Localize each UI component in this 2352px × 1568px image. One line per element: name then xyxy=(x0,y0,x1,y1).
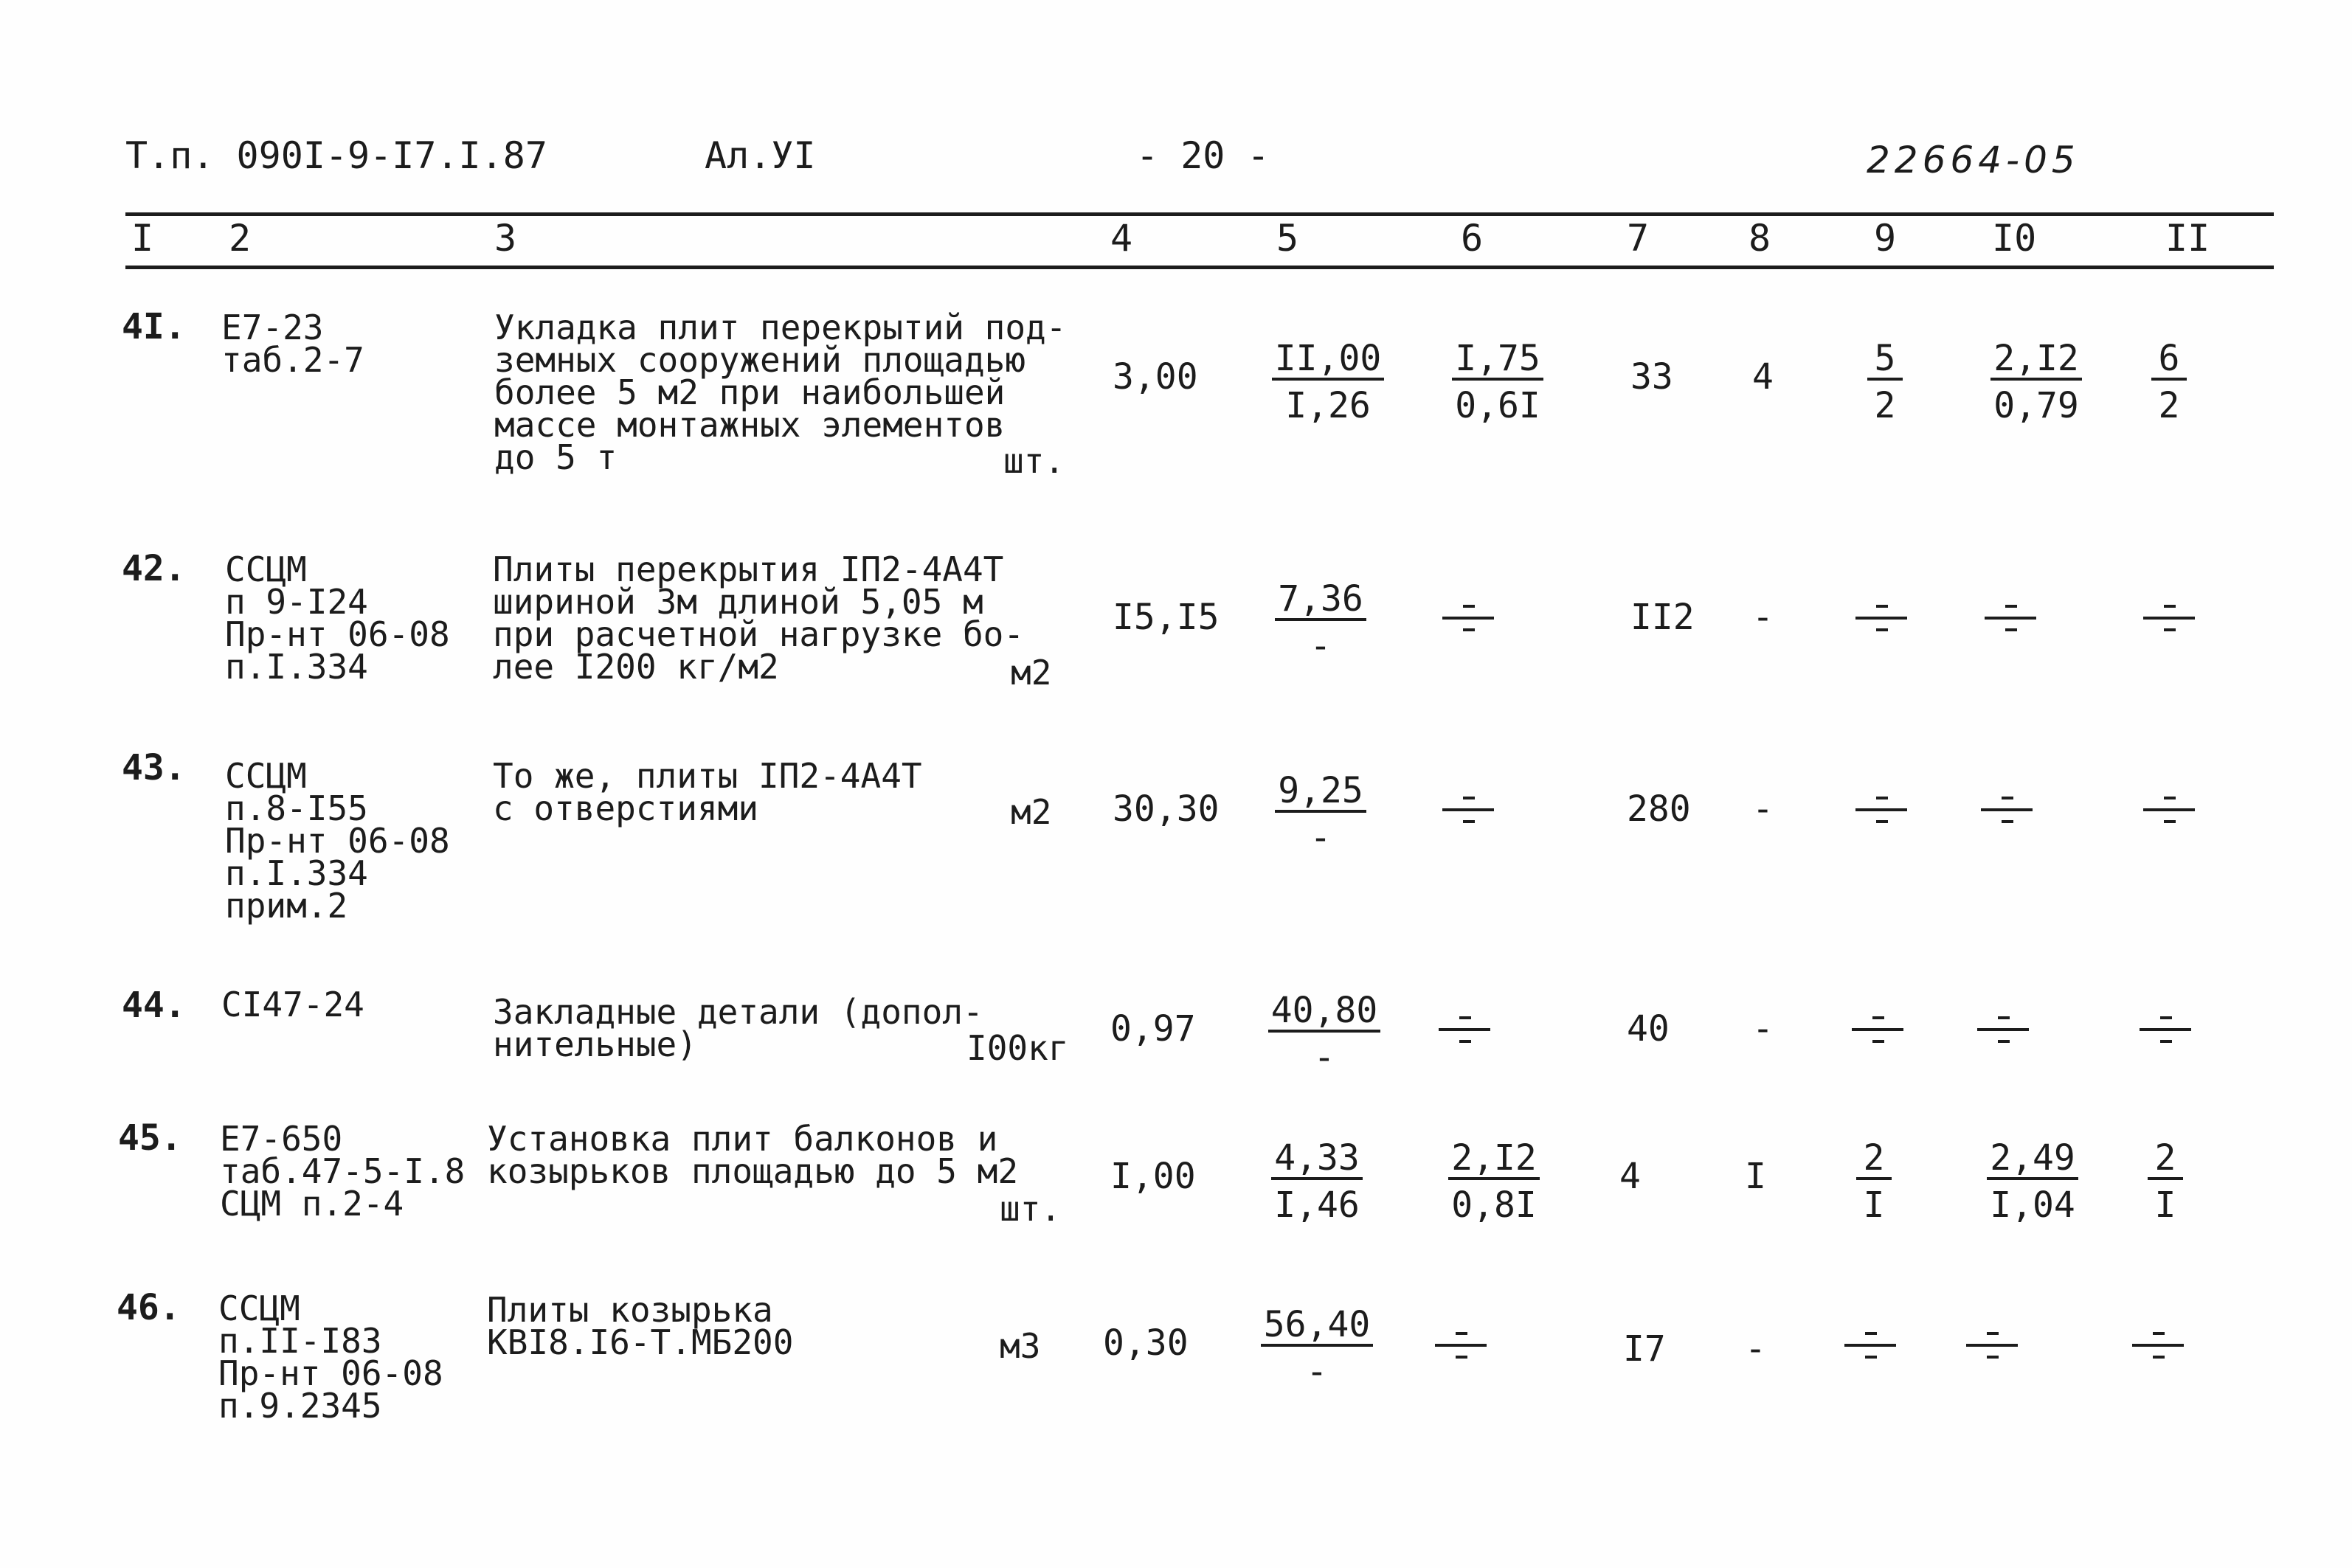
unit: шт. xyxy=(1003,441,1065,481)
quantity: 3,00 xyxy=(1113,356,1198,398)
norm-code: Е7-23 таб.2-7 xyxy=(221,308,364,380)
row-number: 43. xyxy=(122,747,186,788)
column-header-6: 6 xyxy=(1461,217,1484,260)
column-header-rule xyxy=(125,266,2274,269)
cost-fraction-col11: $\frac{2}{I}$ xyxy=(2140,1139,2191,1224)
norm-code: ССЦМ п 9-I24 Пр-нт 06-08 п.I.334 xyxy=(225,549,450,687)
column-header-5: 5 xyxy=(1276,217,1299,260)
value-col8: - xyxy=(1745,1328,1766,1370)
value-col7: 280 xyxy=(1627,788,1691,830)
empty-fraction-col11 xyxy=(2143,797,2195,826)
empty-fraction-col9 xyxy=(1852,1016,1903,1046)
cost-fraction-col9: $\frac{5}{2}$ xyxy=(1859,339,1911,425)
quantity: I5,I5 xyxy=(1113,597,1220,638)
column-header-7: 7 xyxy=(1627,217,1650,260)
cost-fraction-col9: $\frac{2}{I}$ xyxy=(1848,1139,1900,1224)
value-col8: - xyxy=(1752,1008,1774,1050)
work-description: То же, плиты IП2-4А4Т с отверстиями xyxy=(493,756,922,828)
cost-fraction-col5: 40,80 - xyxy=(1265,991,1383,1077)
norm-code: ССЦМ п.II-I83 Пр-нт 06-08 п.9.2345 xyxy=(218,1288,443,1426)
column-header-9: 9 xyxy=(1874,217,1897,260)
column-header-8: 8 xyxy=(1749,217,1771,260)
empty-fraction-col6 xyxy=(1435,1332,1487,1361)
album-label: Ал.УI xyxy=(705,134,816,177)
cost-fraction-col10: $\frac{2,49}{I,04}$ xyxy=(1977,1139,2088,1224)
unit: м3 xyxy=(1000,1326,1041,1366)
empty-fraction-col6 xyxy=(1439,1016,1490,1046)
cost-fraction-col5: 56,40 - xyxy=(1258,1305,1376,1391)
row-number: 4I. xyxy=(122,306,186,347)
value-col8: 4 xyxy=(1752,356,1774,398)
unit: м2 xyxy=(1011,792,1052,832)
empty-fraction-col10 xyxy=(1966,1332,2018,1361)
norm-code: Е7-650 таб.47-5-I.8 СЦМ п.2-4 xyxy=(220,1119,466,1224)
empty-fraction-col11 xyxy=(2143,605,2195,634)
row-number: 45. xyxy=(118,1117,182,1159)
handwritten-number: 22664-05 xyxy=(1867,139,2080,181)
column-header-2: 2 xyxy=(229,217,252,260)
cost-fraction-col5: $\frac{4,33}{I,46}$ xyxy=(1262,1139,1372,1224)
unit: м2 xyxy=(1011,653,1052,693)
empty-fraction-col10 xyxy=(1985,605,2036,634)
norm-code: СI47-24 xyxy=(221,985,364,1024)
empty-fraction-col11 xyxy=(2132,1332,2184,1361)
quantity: 30,30 xyxy=(1113,788,1220,830)
row-number: 42. xyxy=(122,548,186,589)
value-col8: - xyxy=(1752,597,1774,638)
empty-fraction-col10 xyxy=(1977,1016,2029,1046)
row-number: 44. xyxy=(122,985,186,1026)
quantity: 0,30 xyxy=(1103,1322,1189,1364)
cost-fraction-col11: $\frac{6}{2}$ xyxy=(2143,339,2195,425)
cost-fraction-col5: $\frac{II,00}{I,26}$ xyxy=(1269,339,1387,425)
cost-fraction-col6: $\frac{2,I2}{0,8I}$ xyxy=(1442,1139,1546,1224)
empty-fraction-col6 xyxy=(1442,605,1494,634)
empty-fraction-col9 xyxy=(1844,1332,1896,1361)
value-col7: 40 xyxy=(1627,1008,1670,1050)
column-header-10: I0 xyxy=(1992,217,2037,260)
cost-fraction-col5: 9,25 - xyxy=(1269,771,1372,857)
empty-fraction-col6 xyxy=(1442,797,1494,826)
value-col8: - xyxy=(1752,788,1774,830)
empty-fraction-col11 xyxy=(2140,1016,2191,1046)
quantity: I,00 xyxy=(1110,1156,1196,1197)
unit: I00кг xyxy=(966,1028,1069,1068)
column-header-1: I xyxy=(131,217,154,260)
cost-fraction-col6: $\frac{I,75}{0,6I}$ xyxy=(1446,339,1549,425)
work-description: Плиты козырька КВI8.I6-Т.МБ200 xyxy=(487,1290,794,1362)
value-col7: 33 xyxy=(1630,356,1673,398)
column-header-11: II xyxy=(2165,217,2210,260)
quantity: 0,97 xyxy=(1110,1008,1196,1050)
value-col7: II2 xyxy=(1630,597,1695,638)
row-number: 46. xyxy=(117,1287,181,1328)
cost-fraction-col5: 7,36 - xyxy=(1269,580,1372,665)
top-rule xyxy=(125,212,2274,216)
work-description: Плиты перекрытия IП2-4А4Т шириной 3м длиной 5,05 м при расчетной нагрузке бо- лее I200 кг/м2 xyxy=(493,549,1025,687)
value-col7: I7 xyxy=(1623,1328,1666,1370)
work-description: Закладные детали (допол- нительные) xyxy=(493,992,983,1064)
document-code: Т.п. 090I-9-I7.I.87 xyxy=(125,134,547,177)
column-header-4: 4 xyxy=(1110,217,1133,260)
empty-fraction-col10 xyxy=(1981,797,2033,826)
unit: шт. xyxy=(1000,1189,1062,1229)
value-col8: I xyxy=(1745,1156,1766,1197)
norm-code: ССЦМ п.8-I55 Пр-нт 06-08 п.I.334 прим.2 xyxy=(225,756,450,926)
value-col7: 4 xyxy=(1619,1156,1641,1197)
empty-fraction-col9 xyxy=(1855,605,1907,634)
empty-fraction-col9 xyxy=(1855,797,1907,826)
cost-fraction-col10: $\frac{2,I2}{0,79}$ xyxy=(1985,339,2088,425)
work-description: Установка плит балконов и козырьков площадью до 5 м2 xyxy=(487,1119,1019,1191)
column-header-3: 3 xyxy=(494,217,517,260)
page-number: - 20 - xyxy=(1136,134,1270,177)
work-description: Укладка плит перекрытий под- земных сооружений площадью более 5 м2 при наибольшей массе монтажных элементов до 5 т xyxy=(494,308,1067,477)
